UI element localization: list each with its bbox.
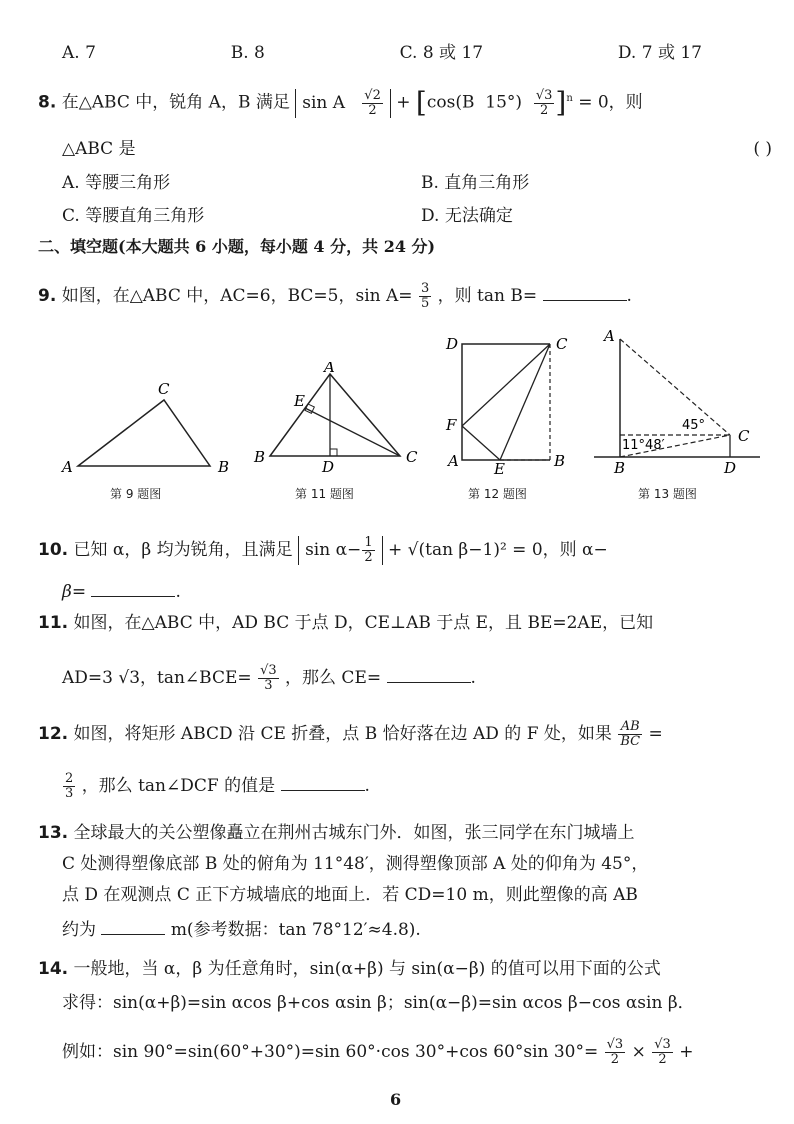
- q11-frac: $\frac{√3}{3}$: [260, 663, 277, 693]
- q8-cos: cos(B: [426, 92, 475, 113]
- fig11-label-d: D: [322, 458, 335, 472]
- q9-frac: $\frac{3}{5}$: [420, 281, 430, 311]
- figure-13-caption: 第 13 题图: [638, 487, 697, 501]
- q11-text: 如图，在△ABC 中，AD BC 于点 D，CE⊥AB 于点 E，且 BE=2AE，已知: [73, 613, 654, 633]
- q8-frac1: $\frac{√2}{2}$: [364, 87, 381, 118]
- q8-option-a: A. 等腰三角形: [62, 173, 171, 193]
- q8-deg: 15°): [485, 92, 523, 113]
- q13-line2: C 处测得塑像底部 B 处的俯角为 11°48′，测得塑像顶部 A 处的仰角为 45°，: [62, 854, 649, 874]
- figure-9-caption: 第 9 题图: [110, 487, 162, 501]
- fig12-label-c: C: [556, 335, 568, 353]
- q9-text: 如图，在△ABC 中，AC=6，BC=5，sin A=: [61, 286, 413, 306]
- fig11-label-e: E: [294, 392, 305, 410]
- fig9-label-a: A: [62, 458, 73, 476]
- q14-line1: [38, 958, 661, 980]
- q10-number: 10.: [38, 540, 69, 560]
- q8-sin-a: sin A: [302, 92, 346, 113]
- q10-abs: sin α− $\frac{1}{2}$: [298, 536, 383, 565]
- fig13-angle-45: 45°: [682, 418, 706, 433]
- q10-text: 已知 α，β 均为锐角，且满足: [73, 540, 293, 560]
- q7-option-b: B. 8: [230, 43, 265, 63]
- q13-line3: 点 D 在观测点 C 正下方城墙底的地面上．若 CD=10 m，则此塑像的高 AB: [62, 885, 638, 905]
- fig13-label-c: C: [738, 427, 750, 445]
- fig13-label-a: A: [604, 327, 615, 345]
- fig13-label-b: B: [614, 459, 626, 475]
- q11-ask: ，那么 CE=: [285, 668, 382, 688]
- q9-tail: ，则 tan B=: [437, 286, 538, 306]
- fig12-label-d: D: [446, 335, 459, 353]
- q11-given: AD=3 √3，tan∠BCE=: [62, 668, 252, 688]
- q11-number: 11.: [38, 613, 69, 633]
- figure-12: [440, 330, 580, 475]
- figure-12-caption: 第 12 题图: [468, 487, 527, 501]
- q13-answer-blank[interactable]: [101, 918, 165, 935]
- q8-exp: n: [566, 93, 573, 104]
- q8-line2: [62, 138, 772, 160]
- page-number: 6: [390, 1090, 402, 1109]
- q7-option-a: A. 7: [62, 43, 96, 63]
- q8-answer-paren: ( ): [753, 139, 772, 159]
- q13-line4: [62, 918, 421, 941]
- q14-number: 14.: [38, 959, 69, 979]
- q13-number: 13.: [38, 823, 69, 843]
- fig9-label-c: C: [158, 380, 170, 398]
- q14-line3: 例如：sin 90°=sin(60°+30°)=sin 60°·cos 30°+cos 60°sin 30°= $\frac{√3}{2}$ × $\frac{√3}{2}$ +: [62, 1037, 694, 1067]
- q12-line2: $\frac{2}{3}$ ，那么 tan∠DCF 的值是 .: [65, 771, 370, 801]
- q13-text-1: 全球最大的关公塑像矗立在荆州古城东门外．如图，张三同学在东门城墙上: [73, 823, 635, 843]
- q10-line2: β= .: [62, 582, 181, 602]
- section-heading: 二、填空题(本大题共 6 小题，每小题 4 分，共 24 分): [38, 237, 436, 256]
- q8-stem-end: △ABC 是: [62, 139, 136, 159]
- fig12-label-a: A: [448, 452, 459, 470]
- q8-option-b-wrap: [421, 172, 529, 194]
- fig11-label-c: C: [406, 448, 418, 466]
- q8-lead: 在△ABC 中，锐角 A，B 满足: [61, 92, 290, 113]
- figure-11: [250, 362, 430, 472]
- q8-number: 8.: [38, 92, 57, 113]
- q12-ratio: $\frac{AB}{BC}$: [620, 719, 641, 749]
- q8-option-d: D. 无法确定: [421, 206, 513, 226]
- q11-answer-blank[interactable]: [387, 666, 471, 683]
- q14-frac1: $\frac{√3}{2}$: [606, 1037, 624, 1067]
- q14-text-1: 一般地，当 α，β 为任意角时，sin(α+β) 与 sin(α−β) 的值可以用下面的公式: [73, 959, 661, 979]
- q8-options-row2: [62, 205, 204, 227]
- figure-13: [590, 325, 775, 475]
- q14-line2: 求得：sin(α+β)=sin αcos β+cos αsin β；sin(α−β)=sin αcos β−cos αsin β．: [62, 993, 695, 1013]
- q11-line2: AD=3 √3，tan∠BCE= $\frac{√3}{3}$ ，那么 CE= .: [62, 663, 476, 693]
- q8-option-d-wrap: [421, 205, 513, 227]
- q7-options: [62, 42, 702, 64]
- q8-abs: [295, 89, 391, 118]
- figure-9: [60, 380, 240, 480]
- q8-frac2: $\frac{√3}{2}$: [535, 87, 553, 118]
- fig12-label-b: B: [554, 452, 566, 470]
- fig11-label-b: B: [254, 448, 266, 466]
- q9-answer-blank[interactable]: [543, 284, 627, 301]
- q13-approx: 约为: [62, 920, 96, 940]
- q14-frac2: $\frac{√3}{2}$: [654, 1037, 671, 1067]
- q8-option-c: C. 等腰直角三角形: [62, 206, 205, 226]
- fig9-label-b: B: [218, 458, 230, 476]
- q12-ask: ，那么 tan∠DCF 的值是: [81, 776, 276, 796]
- q10-mid: + √(tan β−1)² = 0，则 α−: [388, 540, 608, 560]
- q11-line1: [38, 612, 653, 634]
- q12-given-frac: $\frac{2}{3}$: [65, 771, 74, 801]
- q8-line1: 8. 在△ABC 中，锐角 A，B 满足 sin A $\frac{√2}{2}$ + [cos(B 15°) $\frac{√3}{2}$ ]$^n$ = 0，则: [38, 86, 643, 120]
- q7-option-c: C. 8 或 17: [399, 43, 484, 63]
- q13-ref: m(参考数据：tan 78°12′≈4.8).: [170, 920, 421, 940]
- q9-number: 9.: [38, 286, 57, 306]
- fig13-angle-depression: 11°48′: [622, 438, 665, 453]
- fig12-label-e: E: [494, 460, 505, 475]
- q12-line1: 12. 如图，将矩形 ABCD 沿 CE 折叠，点 B 恰好落在边 AD 的 F 处，如果 $\frac{AB}{BC}$ =: [38, 719, 663, 749]
- q8-options-row1: [62, 172, 170, 194]
- fig12-label-f: F: [446, 416, 457, 434]
- q8-option-b: B. 直角三角形: [421, 173, 530, 193]
- fig13-label-d: D: [724, 459, 737, 475]
- q12-number: 12.: [38, 724, 69, 744]
- q8-tail: = 0，则: [578, 92, 643, 113]
- q12-answer-blank[interactable]: [281, 774, 365, 791]
- q12-text: 如图，将矩形 ABCD 沿 CE 折叠，点 B 恰好落在边 AD 的 F 处，如果: [73, 724, 612, 744]
- q13-line1: [38, 822, 635, 844]
- q7-option-d: D. 7 或 17: [617, 43, 702, 63]
- q10-line1: [38, 536, 608, 565]
- figure-11-caption: 第 11 题图: [295, 487, 354, 501]
- fig11-label-a: A: [324, 362, 335, 376]
- q10-beta: β=: [62, 582, 87, 602]
- q9: 9. 如图，在△ABC 中，AC=6，BC=5，sin A= $\frac{3}{5}$ ，则 tan B= .: [38, 281, 632, 311]
- q14-example: 例如：sin 90°=sin(60°+30°)=sin 60°·cos 30°+cos 60°sin 30°=: [62, 1042, 599, 1062]
- q10-answer-blank[interactable]: [91, 580, 175, 597]
